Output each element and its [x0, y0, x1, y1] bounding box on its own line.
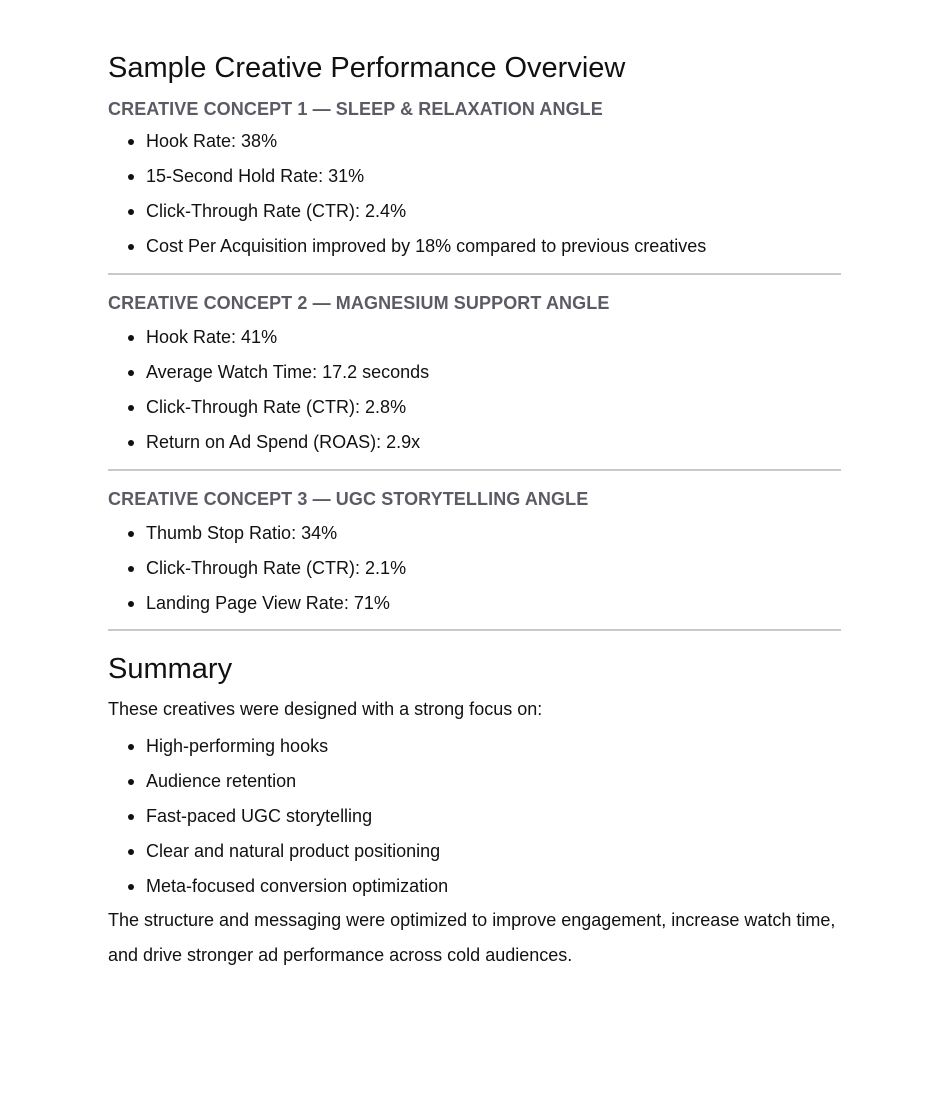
concept-2-heading: CREATIVE CONCEPT 2 — MAGNESIUM SUPPORT ANGLE	[108, 293, 610, 313]
concept-section-3	[108, 487, 841, 614]
summary-intro: These creatives were designed with a strong focus on:	[108, 699, 543, 719]
list-item: Thumb Stop Ratio: 34%	[108, 522, 841, 544]
concept-1-heading: CREATIVE CONCEPT 1 — SLEEP & RELAXATION ANGLE	[108, 99, 603, 119]
concept-section-1	[108, 97, 841, 257]
list-item: Click-Through Rate (CTR): 2.4%	[108, 200, 841, 222]
list-item: Click-Through Rate (CTR): 2.8%	[108, 396, 841, 418]
page-title: Sample Creative Performance Overview	[108, 52, 626, 84]
list-item: Click-Through Rate (CTR): 2.1%	[108, 557, 841, 579]
concept-1-metrics-list	[108, 130, 841, 257]
list-item: Fast-paced UGC storytelling	[108, 805, 841, 827]
list-item: High-performing hooks	[108, 735, 841, 757]
list-item: Cost Per Acquisition improved by 18% compared to previous creatives	[108, 235, 841, 257]
section-divider	[108, 469, 841, 471]
list-item: 15-Second Hold Rate: 31%	[108, 165, 841, 187]
list-item: Audience retention	[108, 770, 841, 792]
section-divider	[108, 629, 841, 631]
document-content	[108, 50, 841, 973]
concept-3-metrics-list	[108, 522, 841, 614]
summary-section	[108, 651, 841, 973]
list-item: Hook Rate: 41%	[108, 326, 841, 348]
summary-heading: Summary	[108, 653, 233, 685]
concept-3-heading: CREATIVE CONCEPT 3 — UGC STORYTELLING ANGLE	[108, 489, 589, 509]
list-item: Landing Page View Rate: 71%	[108, 592, 841, 614]
list-item: Return on Ad Spend (ROAS): 2.9x	[108, 431, 841, 453]
summary-focus-list	[108, 735, 841, 897]
concept-section-2	[108, 291, 841, 453]
section-divider	[108, 273, 841, 275]
summary-closing: The structure and messaging were optimized to improve engagement, increase watch time, and drive stronger ad performance across cold audiences.	[108, 910, 836, 965]
list-item: Clear and natural product positioning	[108, 840, 841, 862]
concept-2-metrics-list	[108, 326, 841, 453]
list-item: Hook Rate: 38%	[108, 130, 841, 152]
list-item: Meta-focused conversion optimization	[108, 875, 841, 897]
list-item: Average Watch Time: 17.2 seconds	[108, 361, 841, 383]
